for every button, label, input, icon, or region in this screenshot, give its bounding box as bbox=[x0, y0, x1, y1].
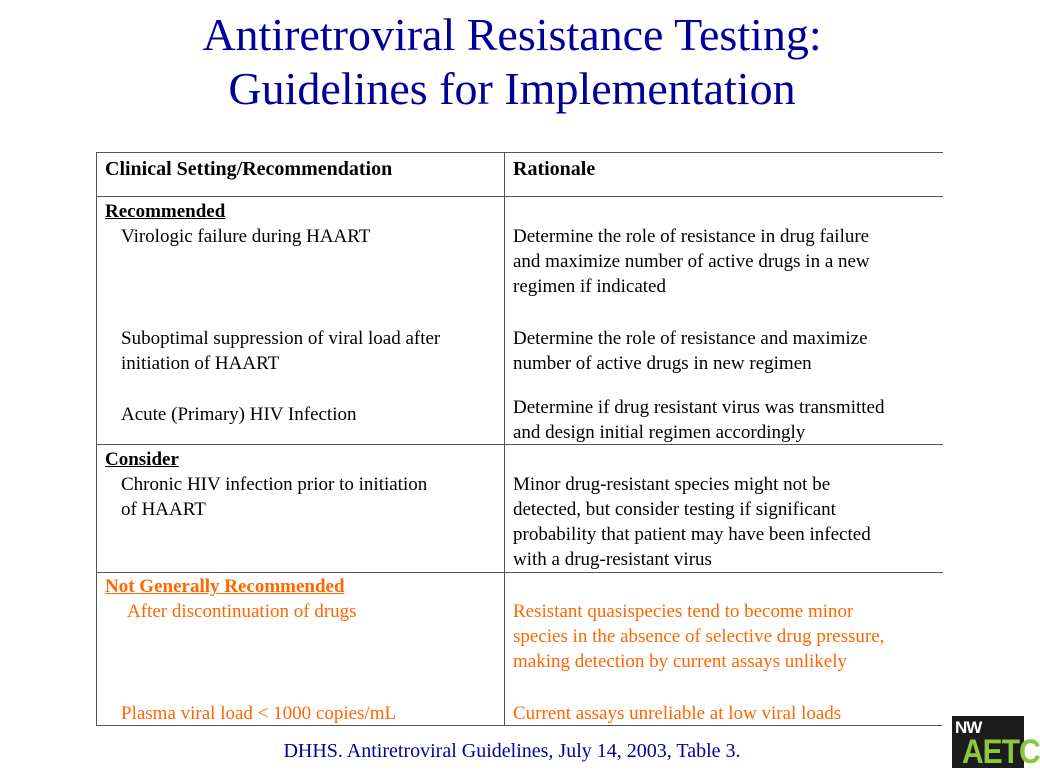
table-divider-not-recommended bbox=[97, 572, 943, 573]
rationale-after-discontinuation bbox=[513, 599, 884, 674]
rationale-line: and design initial regimen accordingly bbox=[513, 422, 806, 443]
setting-suboptimal-suppression bbox=[121, 326, 440, 376]
setting-acute-hiv bbox=[121, 402, 357, 427]
logo-text-aetc: AETC bbox=[962, 733, 1040, 772]
setting-line: Virologic failure during HAART bbox=[121, 226, 371, 247]
rationale-line: Determine if drug resistant virus was transmitted bbox=[513, 397, 885, 418]
setting-low-viral-load bbox=[121, 701, 396, 726]
rationale-line: Resistant quasispecies tend to become minor bbox=[513, 601, 854, 622]
rationale-line: detected, but consider testing if significant bbox=[513, 499, 836, 520]
rationale-line: with a drug-resistant virus bbox=[513, 549, 712, 570]
table-column-divider bbox=[504, 152, 505, 726]
slide-title-line2: Guidelines for Implementation bbox=[228, 63, 796, 114]
setting-line: Plasma viral load < 1000 copies/mL bbox=[121, 703, 397, 724]
setting-line: Chronic HIV infection prior to initiation bbox=[121, 474, 428, 495]
slide-title bbox=[0, 8, 1024, 116]
setting-line: of HAART bbox=[121, 499, 206, 520]
setting-virologic-failure bbox=[121, 224, 370, 249]
setting-line: Suboptimal suppression of viral load after bbox=[121, 328, 441, 349]
header-clinical-setting: Clinical Setting/Recommendation bbox=[105, 158, 393, 180]
setting-line: initiation of HAART bbox=[121, 353, 280, 374]
section-label-not-recommended: Not Generally Recommended bbox=[105, 576, 345, 597]
section-label-recommended: Recommended bbox=[105, 201, 226, 222]
guidelines-table bbox=[96, 152, 942, 726]
table-border-top bbox=[97, 152, 943, 153]
rationale-line: probability that patient may have been infected bbox=[513, 524, 871, 545]
rationale-line: species in the absence of selective drug pressure, bbox=[513, 626, 885, 647]
rationale-line: Determine the role of resistance in drug failure bbox=[513, 226, 870, 247]
rationale-line: number of active drugs in new regimen bbox=[513, 353, 812, 374]
rationale-line: Minor drug-resistant species might not be bbox=[513, 474, 831, 495]
citation-footer: DHHS. Antiretroviral Guidelines, July 14, 2003, Table 3. bbox=[283, 740, 741, 762]
rationale-low-viral-load bbox=[513, 701, 841, 726]
setting-line: Acute (Primary) HIV Infection bbox=[121, 404, 357, 425]
rationale-line: Current assays unreliable at low viral loads bbox=[513, 703, 842, 724]
rationale-suboptimal-suppression bbox=[513, 326, 868, 376]
setting-chronic-hiv bbox=[121, 472, 427, 522]
table-header-divider bbox=[97, 196, 943, 197]
section-label-consider: Consider bbox=[105, 449, 179, 470]
setting-line: After discontinuation of drugs bbox=[127, 601, 357, 622]
logo-text-nw: NW bbox=[955, 718, 982, 737]
rationale-line: Determine the role of resistance and maximize bbox=[513, 328, 868, 349]
rationale-line: regimen if indicated bbox=[513, 276, 666, 297]
header-rationale: Rationale bbox=[513, 158, 596, 180]
rationale-line: and maximize number of active drugs in a new bbox=[513, 251, 870, 272]
rationale-virologic-failure bbox=[513, 224, 870, 299]
setting-after-discontinuation bbox=[127, 599, 357, 624]
rationale-chronic-hiv bbox=[513, 472, 871, 572]
rationale-acute-hiv bbox=[513, 395, 884, 445]
nw-aetc-logo bbox=[952, 716, 1040, 772]
rationale-line: making detection by current assays unlikely bbox=[513, 651, 847, 672]
slide-title-line1: Antiretroviral Resistance Testing: bbox=[202, 9, 822, 60]
